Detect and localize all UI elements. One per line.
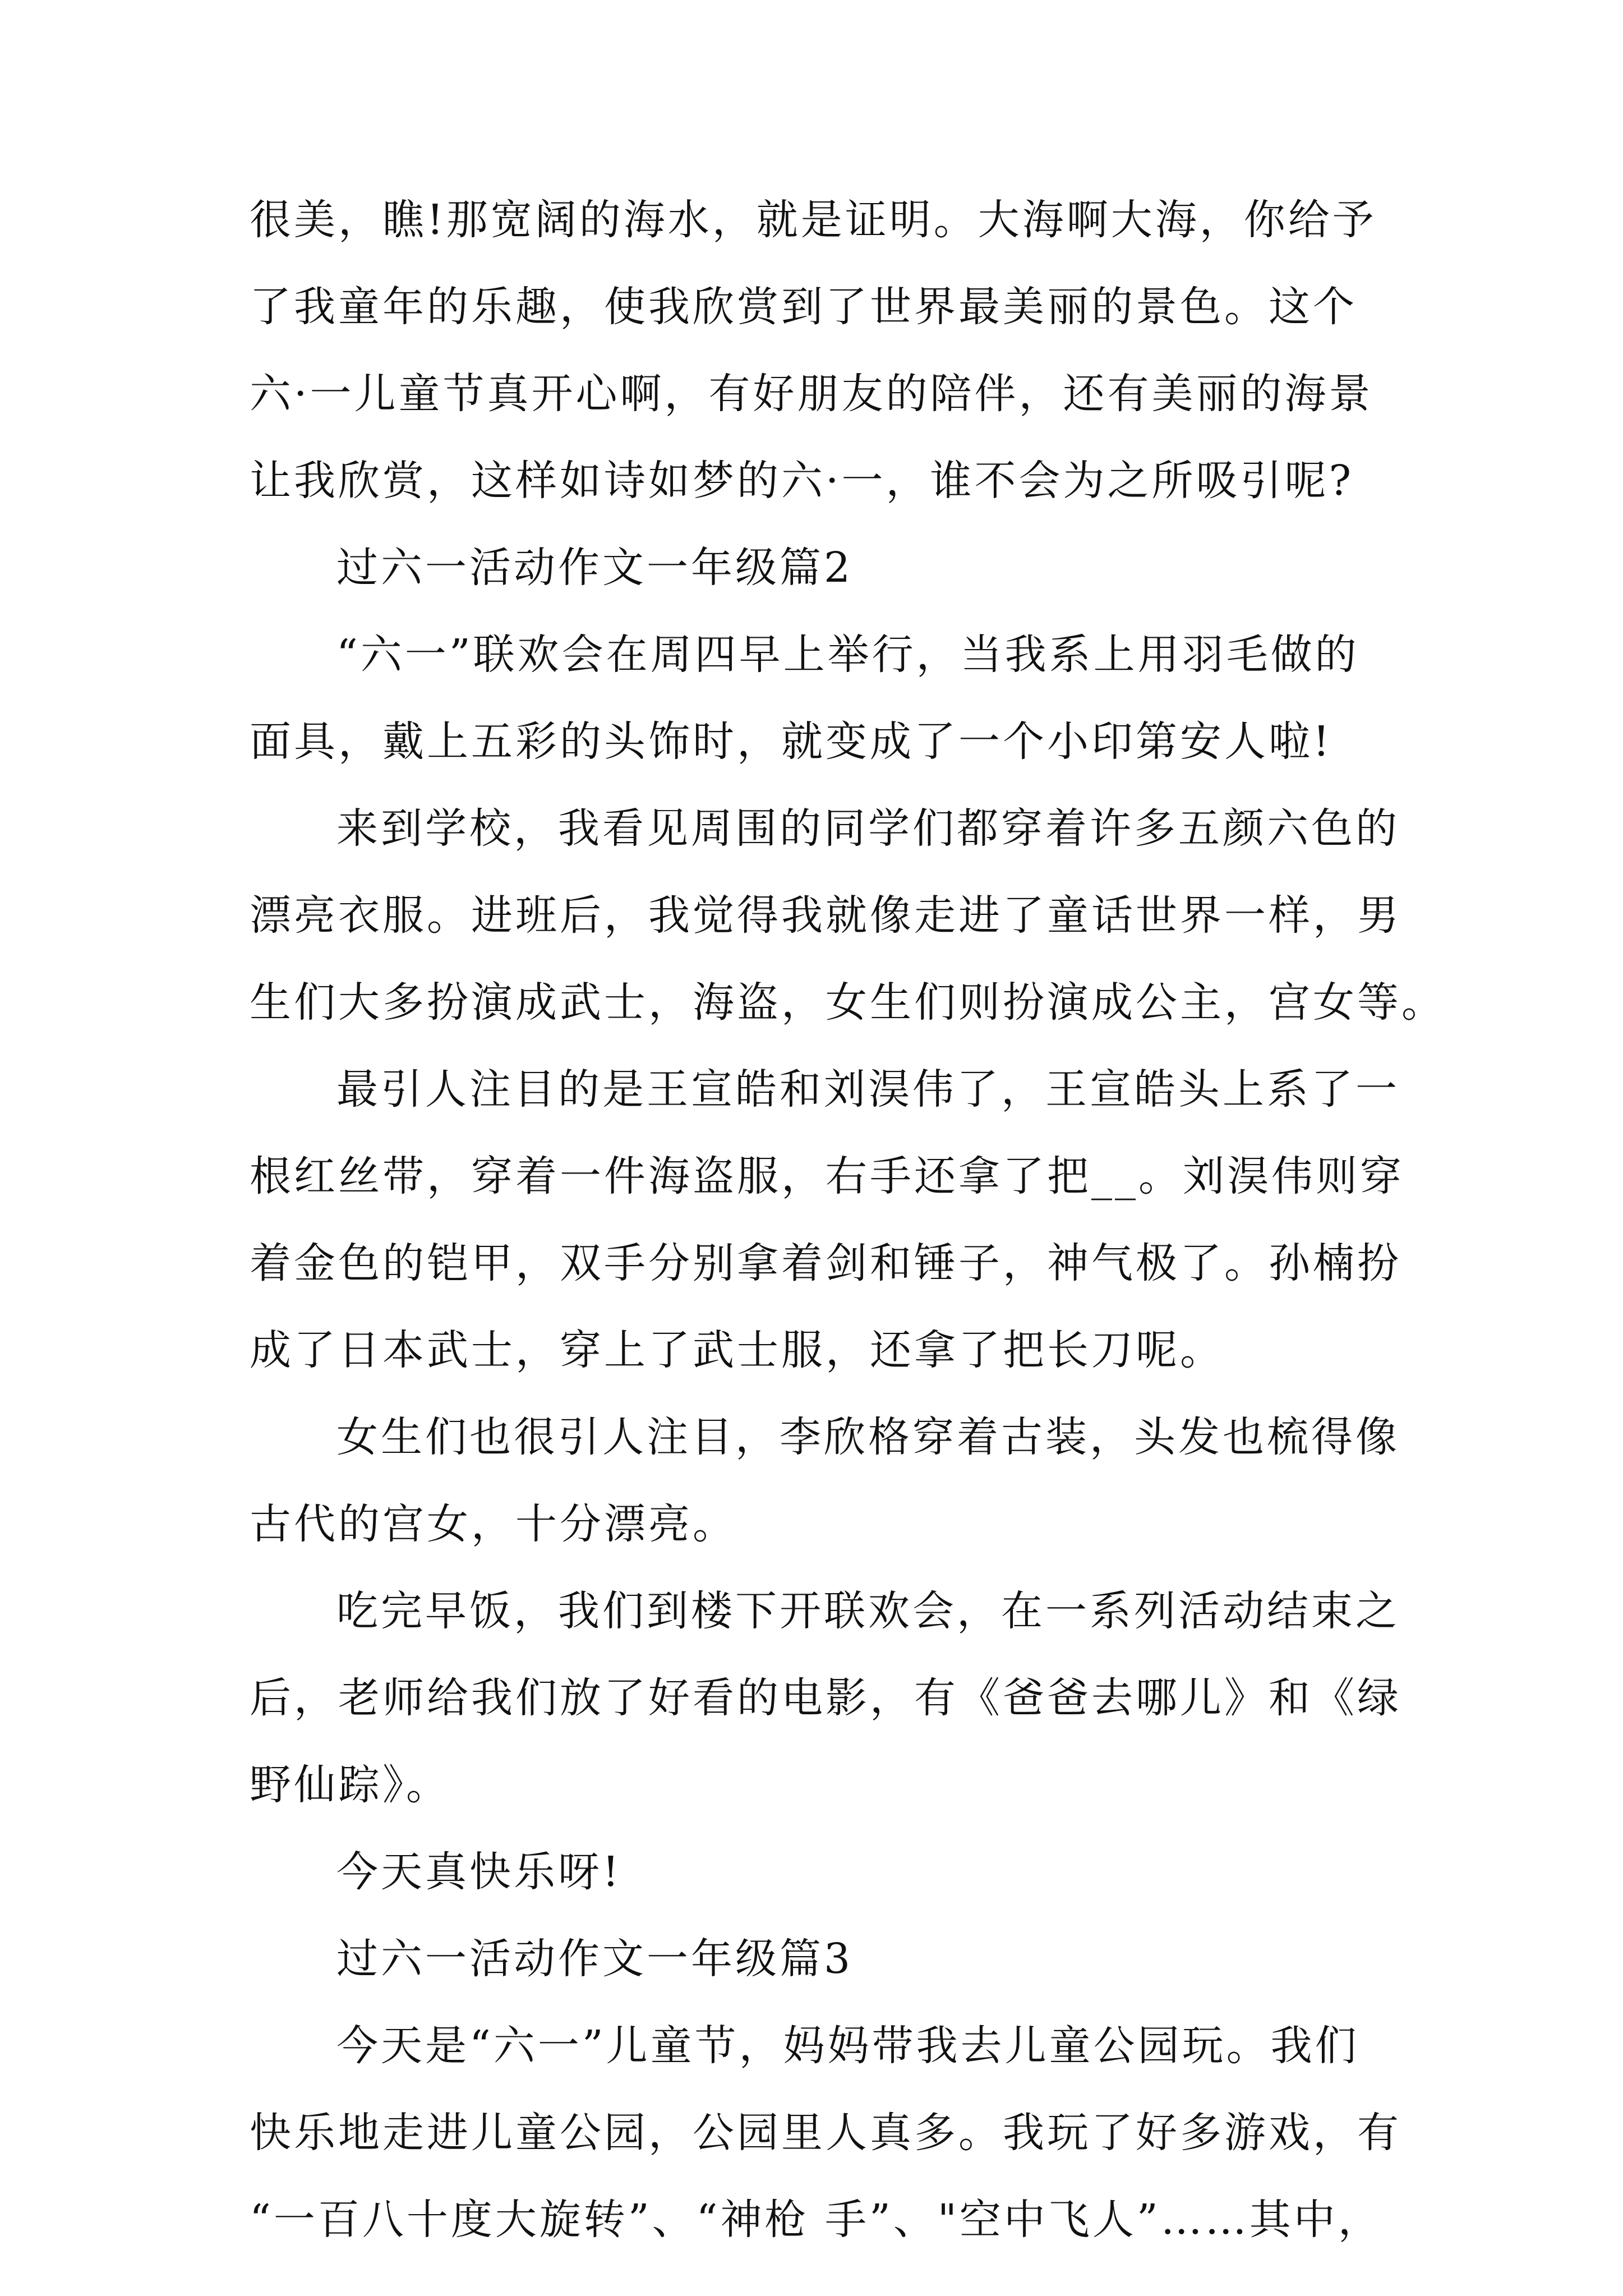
text-line: 今天是“六一”儿童节，妈妈带我去儿童公园玩。我们 bbox=[336, 2022, 1359, 2070]
text-line: 女生们也很引人注目，李欣格穿着古装，头发也梳得像 bbox=[336, 1413, 1400, 1461]
text-line: 漂亮衣服。进班后，我觉得我就像走进了童话世界一样，男 bbox=[250, 891, 1401, 940]
section-heading: 过六一活动作文一年级篇2 bbox=[336, 544, 854, 592]
text-line: 着金色的铠甲，双手分别拿着剑和锤子，神气极了。孙楠扮 bbox=[250, 1239, 1401, 1287]
text-line: 最引人注目的是王宣皓和刘淏伟了，王宣皓头上系了一 bbox=[336, 1065, 1400, 1114]
text-line: 来到学校，我看见周围的同学们都穿着许多五颜六色的 bbox=[336, 804, 1400, 853]
section-heading: 过六一活动作文一年级篇3 bbox=[336, 1935, 854, 1983]
text-line: 很美，瞧!那宽阔的海水，就是证明。大海啊大海，你给予 bbox=[250, 196, 1377, 244]
text-line: 让我欣赏，这样如诗如梦的六·一，谁不会为之所吸引呢? bbox=[250, 457, 1354, 505]
text-line: 六·一儿童节真开心啊，有好朋友的陪伴，还有美丽的海景 bbox=[250, 370, 1373, 418]
text-line: 成了日本武士，穿上了武士服，还拿了把长刀呢。 bbox=[250, 1326, 1224, 1374]
text-line: “一百八十度大旋转”、“神枪 手”、"空中飞人”……其中， bbox=[250, 2196, 1382, 2244]
text-line: 了我童年的乐趣，使我欣赏到了世界最美丽的景色。这个 bbox=[250, 283, 1357, 331]
text-line: 根红丝带，穿着一件海盗服，右手还拿了把__。刘淏伟则穿 bbox=[250, 1152, 1404, 1200]
text-line: 野仙踪》。 bbox=[250, 1761, 450, 1809]
text-line: 吃完早饭，我们到楼下开联欢会，在一系列活动结束之 bbox=[336, 1587, 1400, 1635]
text-line: “六一”联欢会在周四早上举行，当我系上用羽毛做的 bbox=[336, 631, 1359, 679]
text-line: 快乐地走进儿童公园，公园里人真多。我玩了好多游戏，有 bbox=[250, 2109, 1401, 2157]
text-line: 面具，戴上五彩的头饰时，就变成了一个小印第安人啦! bbox=[250, 717, 1332, 766]
text-line: 古代的宫女，十分漂亮。 bbox=[250, 1500, 737, 1548]
text-line: 今天真快乐呀! bbox=[336, 1848, 622, 1896]
text-line: 生们大多扮演成武士，海盗，女生们则扮演成公主，宫女等。 bbox=[250, 978, 1446, 1027]
text-line: 后，老师给我们放了好看的电影，有《爸爸去哪儿》和《绿 bbox=[250, 1674, 1401, 1722]
